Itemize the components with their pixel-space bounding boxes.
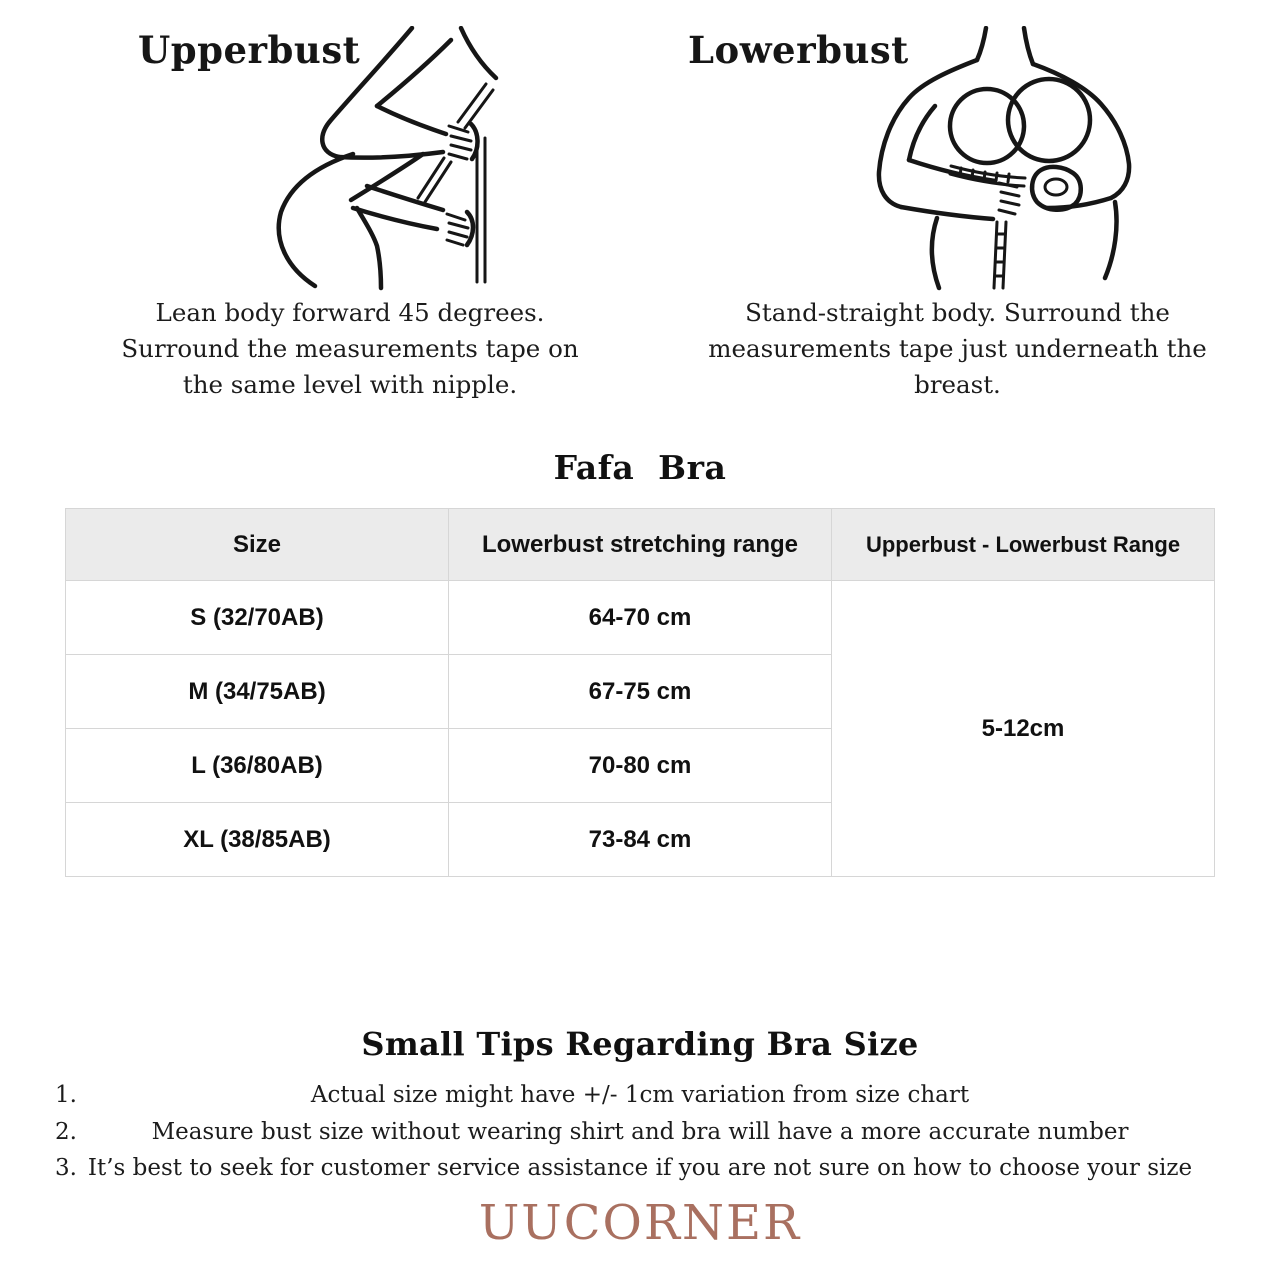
lowerbust-cell: 73-84 cm — [449, 803, 832, 877]
size-chart-title: Fafa Bra — [553, 448, 727, 487]
table-row — [66, 581, 1215, 655]
list-item — [0, 1150, 1280, 1187]
brand-logo-text: UUCORNER — [478, 1194, 802, 1251]
lowerbust-cell: 67-75 cm — [449, 655, 832, 729]
tips-list — [0, 1077, 1280, 1187]
header-row — [66, 509, 1215, 581]
caption-line: Stand-straight body. Surround the — [745, 298, 1170, 327]
upperbust-measure-figure — [265, 26, 505, 294]
caption-line: breast. — [914, 370, 1001, 399]
tip-text: Actual size might have +/- 1cm variation from size chart — [310, 1082, 970, 1108]
tip-text: It’s best to seek for customer service assistance if you are not sure on how to choose your size — [87, 1155, 1193, 1181]
upperbust-section — [60, 26, 640, 406]
size-chart-table — [65, 508, 1215, 877]
lowerbust-title: Lowerbust — [688, 28, 909, 72]
size-cell: XL (38/85AB) — [66, 803, 449, 877]
measurement-guide-row — [0, 0, 1280, 406]
tip-number: 1. — [55, 1082, 77, 1108]
range-merged-cell: 5-12cm — [832, 581, 1215, 877]
column-header-upper-lower-range: Upperbust - Lowerbust Range — [832, 509, 1215, 581]
size-cell: M (34/75AB) — [66, 655, 449, 729]
upperbust-caption — [60, 295, 640, 403]
caption-line: the same level with nipple. — [182, 370, 518, 399]
tips-title: Small Tips Regarding Bra Size — [361, 1025, 919, 1063]
caption-line: Lean body forward 45 degrees. — [155, 298, 545, 327]
size-chart-header — [66, 509, 1215, 581]
column-header-lowerbust-range: Lowerbust stretching range — [449, 509, 832, 581]
tip-number: 2. — [55, 1118, 77, 1145]
caption-line: Surround the measurements tape on — [121, 334, 579, 363]
lowerbust-cell: 70-80 cm — [449, 729, 832, 803]
list-item — [0, 1114, 1280, 1151]
size-cell: L (36/80AB) — [66, 729, 449, 803]
list-item — [0, 1077, 1280, 1114]
tip-text: Measure bust size without wearing shirt and bra will have a more accurate number — [151, 1118, 1129, 1145]
upperbust-title: Upperbust — [138, 28, 361, 72]
tips-section — [0, 1025, 1280, 1187]
lowerbust-caption — [660, 295, 1255, 403]
lowerbust-cell: 64-70 cm — [449, 581, 832, 655]
column-header-size: Size — [66, 509, 449, 581]
size-cell: S (32/70AB) — [66, 581, 449, 655]
tip-number: 3. — [55, 1155, 77, 1181]
caption-line: measurements tape just underneath the — [708, 334, 1207, 363]
lowerbust-section — [660, 26, 1255, 406]
lowerbust-measure-figure — [875, 26, 1140, 294]
